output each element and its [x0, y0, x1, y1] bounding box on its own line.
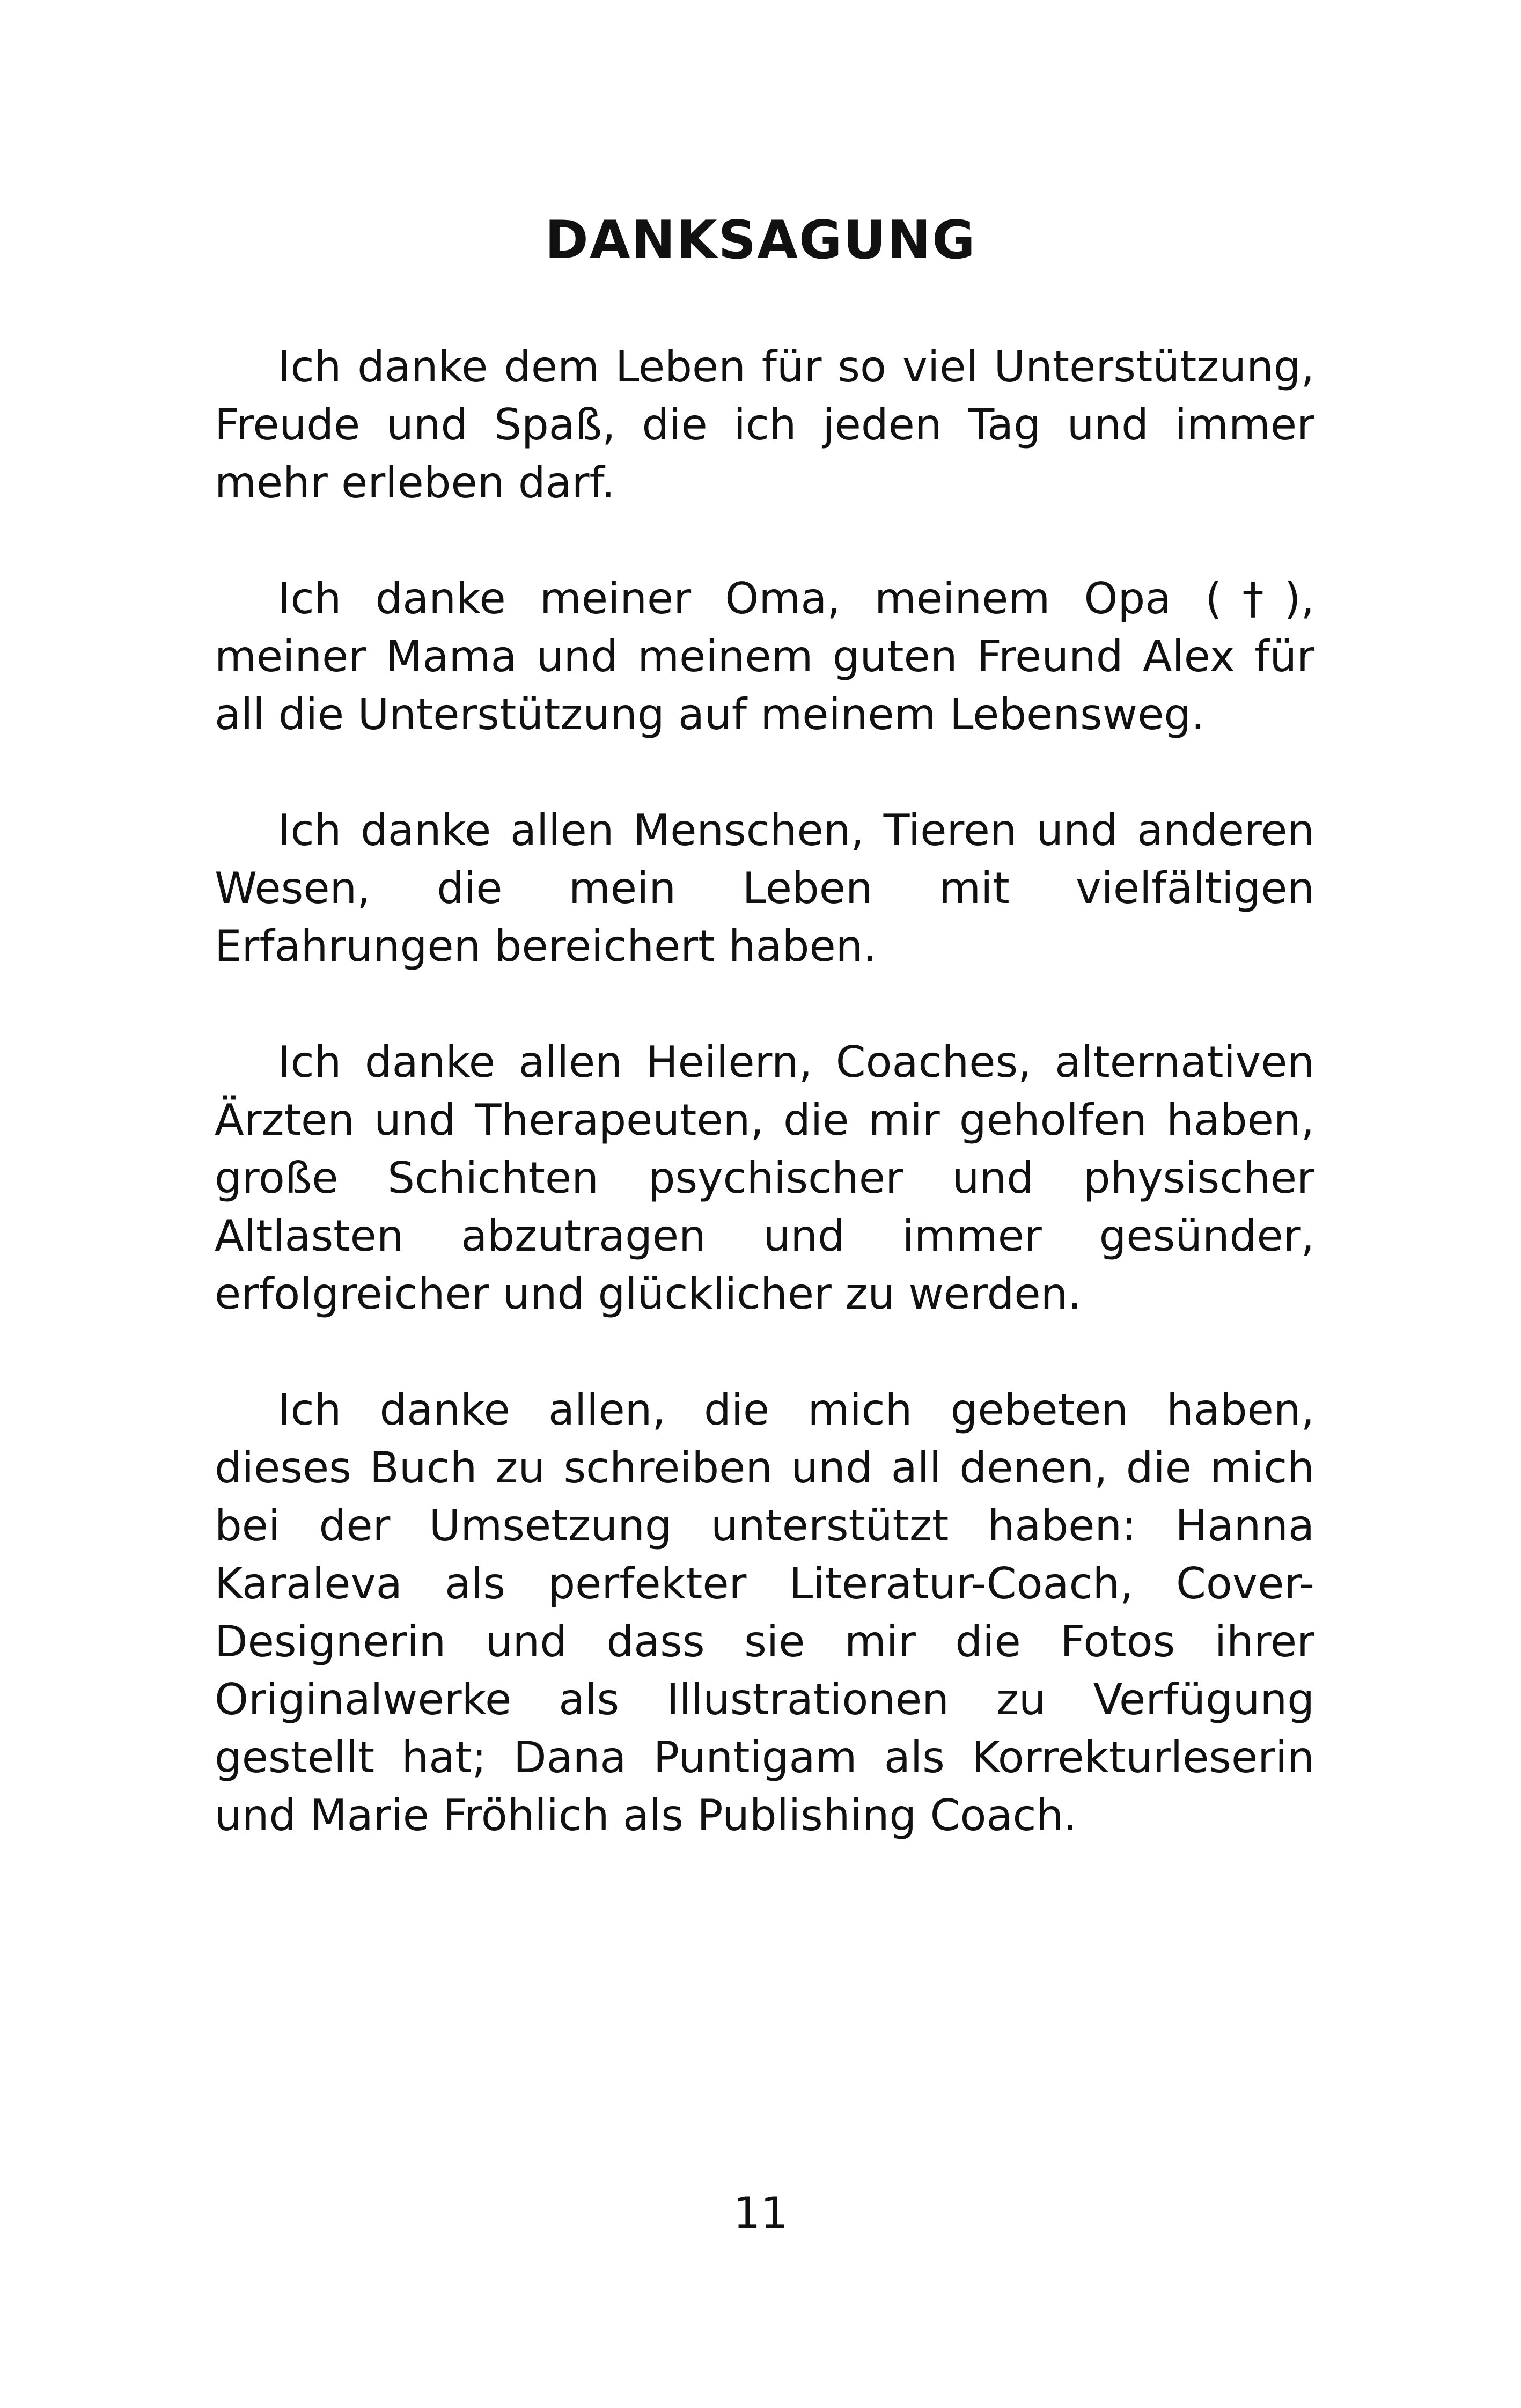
- paragraph-4: Ich danke allen Heilern, Coaches, alternativen Ärzten und Therapeuten, die mir geholfen haben, große Schichten psychischer und physischer Altlasten abzutragen und immer gesünder, erfolgreicher und glücklicher zu werden.: [215, 1037, 1314, 1319]
- paragraph-2: Ich danke meiner Oma, meinem Opa (†), meiner Mama und meinem guten Freund Alex für all die Unterstützung auf meinem Lebensweg.: [215, 574, 1314, 739]
- body-text: [215, 338, 1314, 1903]
- page-number: 11: [733, 2188, 788, 2238]
- paragraph-1: Ich danke dem Leben für so viel Unterstützung, Freude und Spaß, die ich jeden Tag und immer mehr erleben darf.: [215, 342, 1314, 508]
- page-title: DANKSAGUNG: [545, 210, 976, 271]
- paragraph-5: Ich danke allen, die mich gebeten haben, dieses Buch zu schreiben und all denen, die mich bei der Umsetzung unterstützt haben: Hanna Karaleva als perfekter Literatur-Coach, Cover-Designerin und dass sie mir die Fotos ihrer Originalwerke als Illustrationen zu Verfügung gestellt hat; Dana Puntigam als Korrekturleserin und Marie Fröhlich als Publishing Coach.: [215, 1385, 1314, 1840]
- paragraph-3: Ich danke allen Menschen, Tieren und anderen Wesen, die mein Leben mit vielfältigen Erfahrungen bereichert haben.: [215, 805, 1314, 971]
